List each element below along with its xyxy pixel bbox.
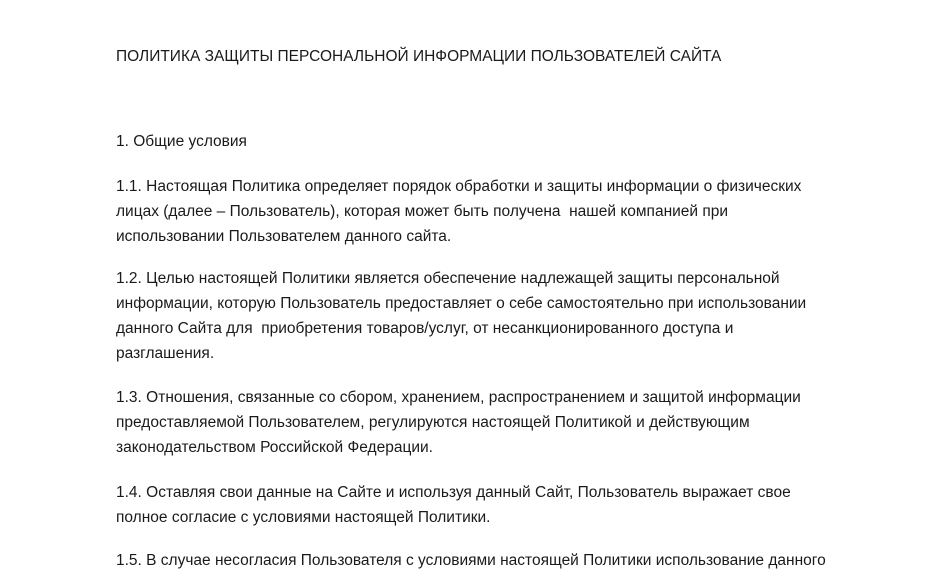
paragraph-1-4 <box>116 480 791 530</box>
paragraph-line: 1.4. Оставляя свои данные на Сайте и используя данный Сайт, Пользователь выражает свое <box>116 484 791 501</box>
paragraph-line: 1.1. Настоящая Политика определяет порядок обработки и защиты информации о физических <box>116 178 802 195</box>
paragraph-line: 1.3. Отношения, связанные со сбором, хранением, распространением и защитой информации <box>116 389 801 406</box>
paragraph-1-2 <box>116 266 806 366</box>
paragraph-line: предоставляемой Пользователем, регулируются настоящей Политикой и действующим <box>116 414 750 431</box>
paragraph-line: 1.5. В случае несогласия Пользователя с условиями настоящей Политики использование данного <box>116 552 826 569</box>
paragraph-line: лицах (далее – Пользователь), которая может быть получена нашей компанией при <box>116 203 729 220</box>
paragraph-line: информации, которую Пользователь предоставляет о себе самостоятельно при использовании <box>116 295 807 312</box>
paragraph-line: полное согласие с условиями настоящей Политики. <box>116 509 491 526</box>
paragraph-1-5 <box>116 548 826 573</box>
section-heading: 1. Общие условия <box>116 133 247 150</box>
paragraph-1-3 <box>116 385 801 460</box>
paragraph-line: законодательством Российской Федерации. <box>116 439 433 456</box>
paragraph-line: 1.2. Целью настоящей Политики является обеспечение надлежащей защиты персональной <box>116 270 780 287</box>
document-title: ПОЛИТИКА ЗАЩИТЫ ПЕРСОНАЛЬНОЙ ИНФОРМАЦИИ ПОЛЬЗОВАТЕЛЕЙ САЙТА <box>116 48 722 65</box>
paragraph-1-1 <box>116 174 801 249</box>
paragraph-line: данного Сайта для приобретения товаров/услуг, от несанкционированного доступа и <box>116 320 734 337</box>
paragraph-line: использовании Пользователем данного сайта. <box>116 228 452 245</box>
paragraph-line: разглашения. <box>116 345 215 362</box>
